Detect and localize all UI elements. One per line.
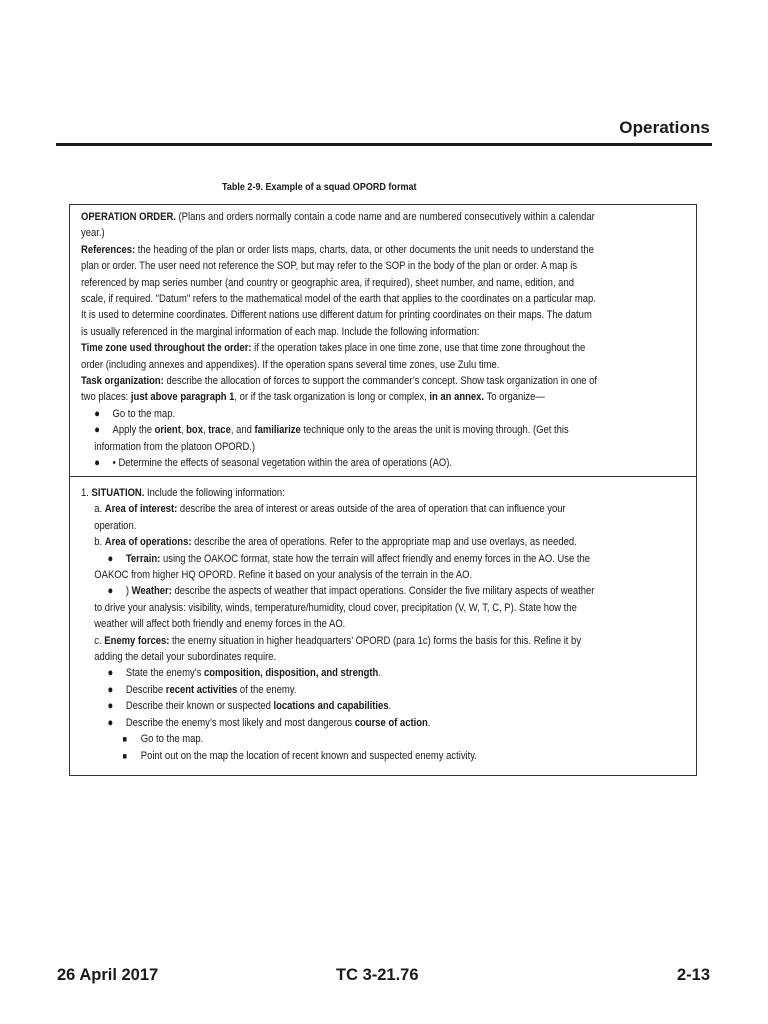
text: c. bbox=[94, 634, 105, 647]
text-line bbox=[81, 209, 684, 225]
bold-term: course of action bbox=[354, 716, 428, 729]
bold-term: trace bbox=[208, 424, 231, 437]
text-line bbox=[81, 340, 684, 356]
bold-term: SITUATION. bbox=[91, 487, 145, 499]
text-line: information from the platoon OPORD.) bbox=[94, 440, 256, 453]
text: describe the aspects of weather that impact operations. Consider the five military aspects of weather bbox=[171, 585, 595, 598]
bullet-item bbox=[81, 583, 696, 599]
text: . bbox=[378, 667, 381, 680]
bullet-item bbox=[81, 665, 696, 681]
bold-term: just above paragraph 1 bbox=[130, 391, 235, 404]
footer-document-number: TC 3-21.76 bbox=[336, 966, 419, 984]
bullet-item bbox=[81, 698, 696, 714]
text: describe the area of operations. Refer to the appropriate map and use overlays, as needed. bbox=[191, 536, 577, 549]
text-line: scale, if required. "Datum" refers to the mathematical model of the earth that applies to the coordinates on a particular map. bbox=[81, 293, 596, 306]
bullet-item bbox=[81, 715, 696, 731]
text: , bbox=[180, 424, 187, 437]
text-line: to drive your analysis: visibility, winds, temperature/humidity, cloud cover, precipitation (V, W, T, C, P). State how the bbox=[94, 601, 577, 614]
bullet-item bbox=[81, 551, 696, 567]
opord-table bbox=[69, 204, 697, 776]
text-line: order (including annexes and appendixes). If the operation spans several time zones, use Zulu time. bbox=[81, 358, 500, 371]
text-line: adding the detail your subordinates require. bbox=[94, 651, 277, 664]
page-section-title: Operations bbox=[619, 118, 710, 137]
bullet-icon: ● bbox=[94, 407, 100, 420]
text: Go to the map. bbox=[140, 733, 204, 746]
text: . bbox=[427, 716, 431, 729]
bold-term: Time zone used throughout the order: bbox=[81, 342, 252, 355]
text: ) bbox=[125, 585, 132, 598]
text: Go to the map. bbox=[112, 407, 176, 420]
text: Apply the bbox=[112, 424, 155, 437]
table-cell-situation bbox=[70, 477, 696, 775]
text: (Plans and orders normally contain a code name and are numbered consecutively within a calendar bbox=[175, 211, 595, 223]
bullet-icon: ● bbox=[107, 716, 114, 729]
text: Point out on the map the location of recent known and suspected enemy activity. bbox=[140, 749, 477, 762]
text: a. bbox=[94, 503, 105, 516]
text: • Determine the effects of seasonal vegetation within the area of operations (AO). bbox=[112, 457, 453, 470]
square-bullet-item bbox=[81, 748, 696, 764]
bold-term: Area of operations: bbox=[104, 536, 192, 549]
bold-term: Terrain: bbox=[125, 552, 161, 565]
text: b. bbox=[94, 536, 105, 549]
text-line: It is used to determine coordinates. Different nations use different datum for printing coordinates on their maps. The datum bbox=[81, 309, 592, 322]
text: , and bbox=[230, 424, 255, 437]
text-line: operation. bbox=[94, 519, 137, 532]
bold-term: locations and capabilities bbox=[273, 700, 389, 713]
text-line bbox=[81, 389, 684, 405]
bullet-icon: ● bbox=[107, 585, 114, 598]
text-line bbox=[81, 633, 696, 649]
text-line: referenced by map series number (and country or geographic area, if required), sheet number, and name, edition, and bbox=[81, 276, 574, 289]
text-line: plan or order. The user need not reference the SOP, but may refer to the SOP in the body of the plan or order. A map is bbox=[81, 260, 578, 273]
text-line: OAKOC from higher HQ OPORD. Refine it based on your analysis of the terrain in the AO. bbox=[94, 569, 473, 582]
bullet-icon: ● bbox=[107, 683, 114, 696]
bold-term: Area of interest: bbox=[104, 503, 178, 516]
bold-term: familiarize bbox=[254, 424, 301, 437]
footer-page-number: 2-13 bbox=[676, 966, 710, 984]
square-bullet-item bbox=[81, 731, 696, 747]
text: of the enemy. bbox=[237, 683, 297, 696]
footer-date: 26 April 2017 bbox=[57, 966, 159, 984]
bullet-item bbox=[81, 406, 696, 422]
text: Describe bbox=[125, 683, 166, 696]
bullet-item bbox=[81, 455, 696, 471]
text: describe the allocation of forces to support the commander’s concept. Show task organization in one of bbox=[163, 375, 598, 388]
square-bullet-icon: ■ bbox=[122, 750, 128, 761]
text-line bbox=[81, 485, 684, 501]
table-cell-operation-order bbox=[70, 205, 696, 477]
bold-term: composition, disposition, and strength bbox=[203, 667, 379, 680]
bold-term: recent activities bbox=[165, 683, 238, 696]
text: Describe the enemy’s most likely and most dangerous bbox=[125, 716, 355, 729]
text: the enemy situation in higher headquarters’ OPORD (para 1c) forms the basis for this. Refine it by bbox=[169, 634, 582, 647]
text: two places: bbox=[81, 391, 131, 404]
text-line: year.) bbox=[81, 227, 105, 240]
bullet-icon: ● bbox=[107, 667, 114, 680]
bullet-icon: ● bbox=[94, 457, 100, 470]
table-caption: Table 2-9. Example of a squad OPORD format bbox=[222, 181, 417, 193]
bullet-icon: ● bbox=[107, 552, 114, 565]
bold-term: Weather: bbox=[131, 585, 172, 598]
text: , or if the task organization is long or complex, bbox=[234, 391, 430, 404]
text-line bbox=[81, 534, 696, 550]
bold-term: box bbox=[186, 424, 203, 437]
text-line bbox=[81, 373, 684, 389]
bold-term: Enemy forces: bbox=[104, 634, 170, 647]
square-bullet-icon: ■ bbox=[122, 734, 128, 745]
bold-term: References: bbox=[81, 243, 136, 256]
bullet-icon: ● bbox=[107, 700, 114, 713]
text: To organize— bbox=[484, 391, 545, 404]
text-line: is usually referenced in the marginal information of each map. Include the following information: bbox=[81, 325, 480, 338]
bullet-icon: ● bbox=[94, 424, 100, 437]
bold-term: Task organization: bbox=[81, 375, 164, 388]
text: Describe their known or suspected bbox=[125, 700, 274, 713]
text: . bbox=[388, 700, 392, 713]
text: if the operation takes place in one time zone, use that time zone throughout the bbox=[251, 342, 586, 355]
bold-term: in an annex. bbox=[429, 391, 485, 404]
header-rule bbox=[56, 143, 712, 146]
bullet-item bbox=[81, 682, 696, 698]
text-line: weather will affect both friendly and enemy forces in the AO. bbox=[94, 618, 346, 631]
text-line bbox=[81, 242, 684, 258]
text: , bbox=[202, 424, 209, 437]
bullet-item bbox=[81, 422, 696, 438]
text: Include the following information: bbox=[144, 487, 285, 499]
text: State the enemy’s bbox=[125, 667, 204, 680]
bold-term: orient bbox=[154, 424, 181, 437]
text: describe the area of interest or areas outside of the area of operation that can influence your bbox=[177, 503, 566, 516]
bold-term: OPERATION ORDER. bbox=[81, 211, 176, 223]
text: technique only to the areas the unit is moving through. (Get this bbox=[300, 424, 569, 437]
text: the heading of the plan or order lists maps, charts, data, or other documents the unit needs to understand the bbox=[135, 243, 594, 256]
text: 1. bbox=[81, 487, 92, 499]
text: using the OAKOC format, state how the terrain will affect friendly and enemy forces in the AO. Use the bbox=[160, 552, 591, 565]
text-line bbox=[81, 501, 696, 517]
